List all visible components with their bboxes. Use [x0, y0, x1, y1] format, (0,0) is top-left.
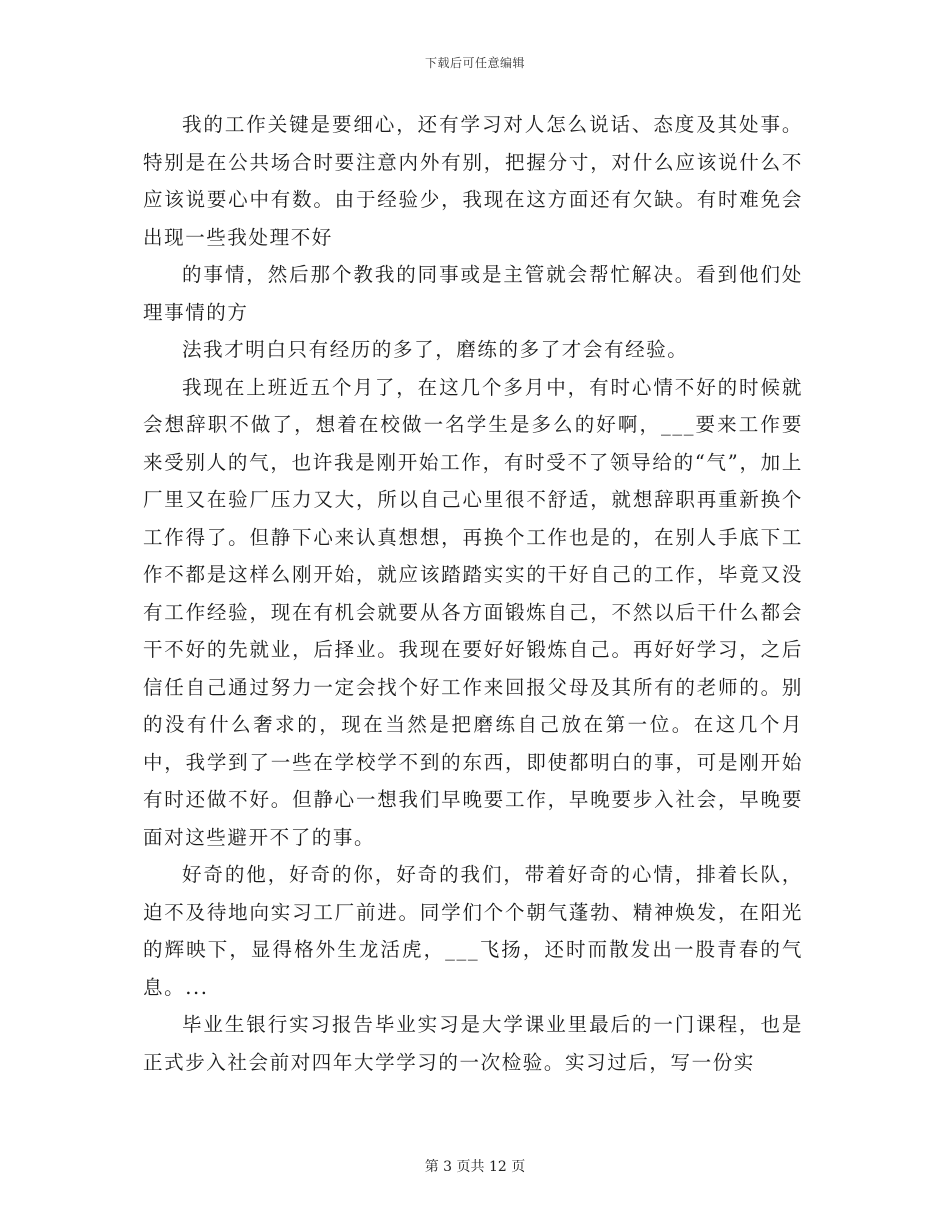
document-body	[143, 106, 803, 1081]
page-header-note: 下载后可任意编辑	[424, 56, 525, 70]
paragraph-2: 的事情，然后那个教我的同事或是主管就会帮忙解决。看到他们处理事情的方	[143, 263, 803, 324]
paragraph-4: 我现在上班近五个月了，在这几个多月中，有时心情不好的时候就会想辞职不做了，想着在校做一名学生是多么的好啊，___要来工作要来受别人的气，也许我是刚开始工作，有时受不了领导给的“气”，加上厂里又在验厂压力又大，所以自己心里很不舒适，就想辞职再重新换个工作得了。但静下心来认真想想，再换个工作也是的，在别人手底下工作不都是这样么刚开始，就应该踏踏实实的干好自己的工作，毕竟又没有工作经验，现在有机会就要从各方面锻炼自己，不然以后干什么都会干不好的先就业，后择业。我现在要好好锻炼自己。再好好学习，之后信任自己通过努力一定会找个好工作来回报父母及其所有的老师的。别的没有什么奢求的，现在当然是把磨练自己放在第一位。在这几个月中，我学到了一些在学校学不到的东西，即使都明白的事，可是刚开始有时还做不好。但静心一想我们早晚要工作，早晚要步入社会，早晚要面对这些避开不了的事。	[143, 375, 803, 849]
paragraph-1: 我的工作关键是要细心，还有学习对人怎么说话、态度及其处事。特别是在公共场合时要注意内外有别，把握分寸，对什么应该说什么不应该说要心中有数。由于经验少，我现在这方面还有欠缺。有时难免会出现一些我处理不好	[143, 113, 803, 249]
paragraph-6: 毕业生银行实习报告毕业实习是大学课业里最后的一门课程，也是正式步入社会前对四年大学学习的一次检验。实习过后，写一份实	[143, 1013, 803, 1074]
paragraph-5: 好奇的他，好奇的你，好奇的我们，带着好奇的心情，排着长队，迫不及待地向实习工厂前进。同学们个个朝气蓬勃、精神焕发，在阳光的辉映下，显得格外生龙活虎，___飞扬，还时而散发出一股青春的气息。...	[143, 863, 803, 999]
page-number-footer: 第 3 页共 12 页	[424, 1159, 526, 1175]
paragraph-3: 法我才明白只有经历的多了，磨练的多了才会有经验。	[182, 338, 689, 361]
